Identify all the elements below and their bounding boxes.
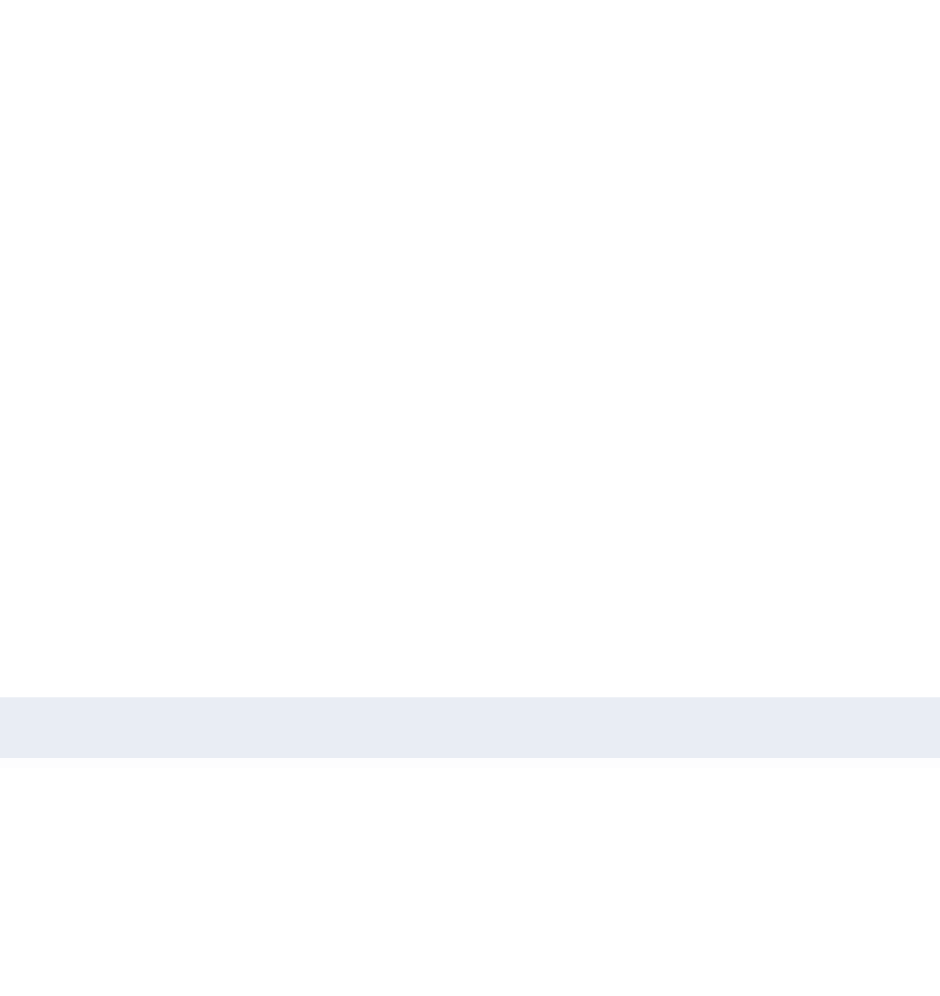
spec-table-lower xyxy=(0,768,940,996)
note-block xyxy=(0,697,940,758)
table-separator-gap xyxy=(0,758,940,768)
